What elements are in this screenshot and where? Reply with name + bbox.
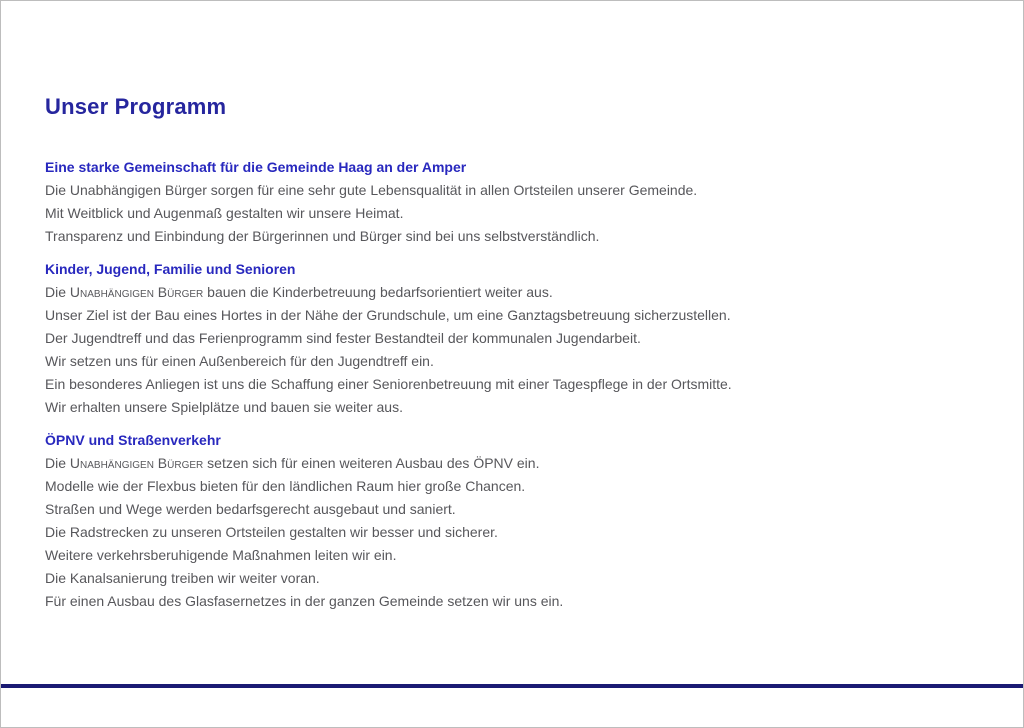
body-text: Die: [45, 455, 70, 471]
section-heading: ÖPNV und Straßenverkehr: [45, 432, 221, 448]
paragraph-line: [45, 590, 983, 613]
smallcaps-text: Unabhängigen Bürger: [69, 284, 204, 300]
body-text: Straßen und Wege werden bedarfsgerecht ausgebaut und saniert.: [45, 501, 456, 517]
body-text: Die: [45, 284, 70, 300]
body-text: Ein besonderes Anliegen ist uns die Schaffung einer Seniorenbetreuung mit einer Tagespflege in der Ortsmitte.: [45, 376, 732, 392]
paragraph-line: [45, 350, 983, 373]
body-text: Wir erhalten unsere Spielplätze und bauen sie weiter aus.: [45, 399, 403, 415]
body-text: Wir setzen uns für einen Außenbereich für den Jugendtreff ein.: [45, 353, 434, 369]
body-text: Die Radstrecken zu unseren Ortsteilen gestalten wir besser und sicherer.: [45, 524, 498, 540]
paragraph-line: [45, 475, 983, 498]
paragraph-line: [45, 373, 983, 396]
paragraph-line: [45, 498, 983, 521]
paragraph-line: [45, 521, 983, 544]
paragraph-line: [45, 567, 983, 590]
body-text: Für einen Ausbau des Glasfasernetzes in der ganzen Gemeinde setzen wir uns ein.: [45, 593, 564, 609]
program-section: [45, 429, 983, 613]
bottom-divider-line: [1, 684, 1023, 688]
paragraph-line: [45, 327, 983, 350]
paragraph-line: [45, 304, 983, 327]
smallcaps-text: Unabhängigen Bürger: [69, 455, 204, 471]
body-text: Mit Weitblick und Augenmaß gestalten wir unsere Heimat.: [45, 205, 404, 221]
paragraph-line: [45, 452, 983, 475]
program-section: [45, 156, 983, 248]
program-section: [45, 258, 983, 419]
sections: [45, 156, 983, 613]
body-text: Der Jugendtreff und das Ferienprogramm sind fester Bestandteil der kommunalen Jugendarbeit.: [45, 330, 641, 346]
paragraph-line: [45, 225, 983, 248]
body-text: setzen sich für einen weiteren Ausbau des ÖPNV ein.: [203, 455, 540, 471]
body-text: bauen die Kinderbetreuung bedarfsorientiert weiter aus.: [203, 284, 553, 300]
body-text: Unser Ziel ist der Bau eines Hortes in der Nähe der Grundschule, um eine Ganztagsbetreuung sicherzustellen.: [45, 307, 731, 323]
section-heading: Kinder, Jugend, Familie und Senioren: [45, 261, 296, 277]
page-content: [1, 1, 1023, 613]
paragraph-line: [45, 179, 983, 202]
paragraph-line: [45, 202, 983, 225]
paragraph-line: [45, 544, 983, 567]
page-title: Unser Programm: [45, 94, 227, 119]
body-text: Transparenz und Einbindung der Bürgerinnen und Bürger sind bei uns selbstverständlich.: [45, 228, 600, 244]
paragraph-line: [45, 396, 983, 419]
section-heading: Eine starke Gemeinschaft für die Gemeinde Haag an der Amper: [45, 159, 467, 175]
body-text: Die Unabhängigen Bürger sorgen für eine sehr gute Lebensqualität in allen Ortsteilen unserer Gemeinde.: [45, 182, 698, 198]
body-text: Weitere verkehrsberuhigende Maßnahmen leiten wir ein.: [45, 547, 397, 563]
body-text: Die Kanalsanierung treiben wir weiter voran.: [45, 570, 320, 586]
body-text: Modelle wie der Flexbus bieten für den ländlichen Raum hier große Chancen.: [45, 478, 526, 494]
paragraph-line: [45, 281, 983, 304]
